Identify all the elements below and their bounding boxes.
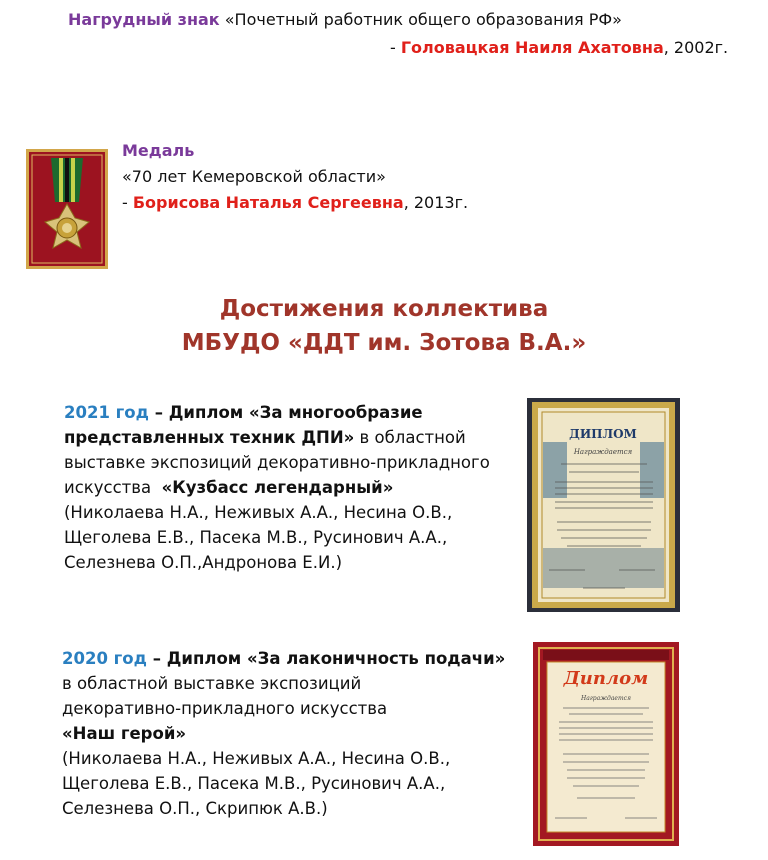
people-2021-line1: (Николаева Н.А., Неживых А.А., Несина О.В.,: [64, 503, 453, 522]
diploma-2020-photo: [533, 642, 679, 846]
achievement-2021-line4: [64, 475, 509, 500]
award1-dash: -: [390, 38, 401, 57]
people-2020-line1: (Николаева Н.А., Неживых А.А., Несина О.В.,: [62, 749, 451, 768]
dash-2020: –: [146, 649, 167, 668]
award2-type: Медаль: [122, 141, 195, 160]
diploma-2020-heading: Диплом: [563, 668, 649, 689]
award2-recipient-line: [122, 190, 468, 216]
exhibit-2021: «Кузбасс легендарный»: [161, 478, 394, 497]
diploma-2021-subheading: Награждается: [573, 448, 633, 456]
award2-year: , 2013г.: [403, 193, 469, 212]
desc-2021-line1: в областной: [354, 428, 466, 447]
title-2021-line1: Диплом «За многообразие: [168, 403, 423, 422]
award2-person: Борисова Наталья Сергеевна: [132, 193, 404, 212]
diploma-2020-illustration: [533, 642, 679, 846]
medal-illustration: [29, 152, 105, 266]
award1-person: Головацкая Наиля Ахатовна: [400, 38, 664, 57]
achievement-2020: [62, 646, 522, 821]
achievement-2021: [64, 400, 509, 575]
title-2020: Диплом «За лаконичность подачи»: [166, 649, 506, 668]
award1-title-line: [68, 10, 622, 29]
section-heading-line2: МБУДО «ДДТ им. Зотова В.А.»: [181, 330, 587, 356]
desc-2020-line2: декоративно-прикладного искусства: [62, 699, 388, 718]
award2-block: [122, 138, 468, 216]
desc-2021-line3: искусства: [64, 478, 162, 497]
award1-year: , 2002г.: [663, 38, 729, 57]
award2-name: «70 лет Кемеровской области»: [122, 167, 386, 186]
desc-2020-line1: в областной выставке экспозиций: [62, 674, 362, 693]
people-2020-line2: Щеголева Е.В., Пасека М.В., Русинович А.А.,: [62, 774, 446, 793]
achievement-2020-line1: [62, 646, 522, 671]
section-heading-line1: Достижения коллектива: [219, 296, 549, 322]
exhibit-2020: «Наш герой»: [62, 724, 187, 743]
year-label-2021: 2021 год: [64, 403, 149, 422]
people-2021-line3: Селезнева О.П.,Андронова Е.И.): [64, 553, 343, 572]
people-2021-line2: Щеголева Е.В., Пасека М.В., Русинович А.А.,: [64, 528, 448, 547]
award1-name: «Почетный работник общего образования РФ»: [224, 10, 622, 29]
people-2020-line3: Селезнева О.П., Скрипюк А.В.): [62, 799, 328, 818]
desc-2021-line2: выставке экспозиций декоративно-прикладного: [64, 453, 490, 472]
award2-dash: -: [122, 193, 133, 212]
award1-recipient-line: [390, 38, 728, 57]
diploma-2020-subheading: Награждается: [580, 695, 632, 702]
medal-photo: [26, 149, 108, 269]
award1-type: Нагрудный знак: [68, 10, 220, 29]
title-2021-line2: представленных техник ДПИ»: [64, 428, 355, 447]
achievement-2021-line1: [64, 400, 509, 425]
dash-2021: –: [148, 403, 169, 422]
diploma-2021-photo: [527, 398, 680, 612]
diploma-2021-heading: ДИПЛОМ: [569, 427, 637, 441]
year-label-2020: 2020 год: [62, 649, 147, 668]
achievement-2021-line2: [64, 425, 509, 450]
section-heading: [0, 292, 768, 360]
diploma-2021-illustration: [527, 398, 680, 612]
